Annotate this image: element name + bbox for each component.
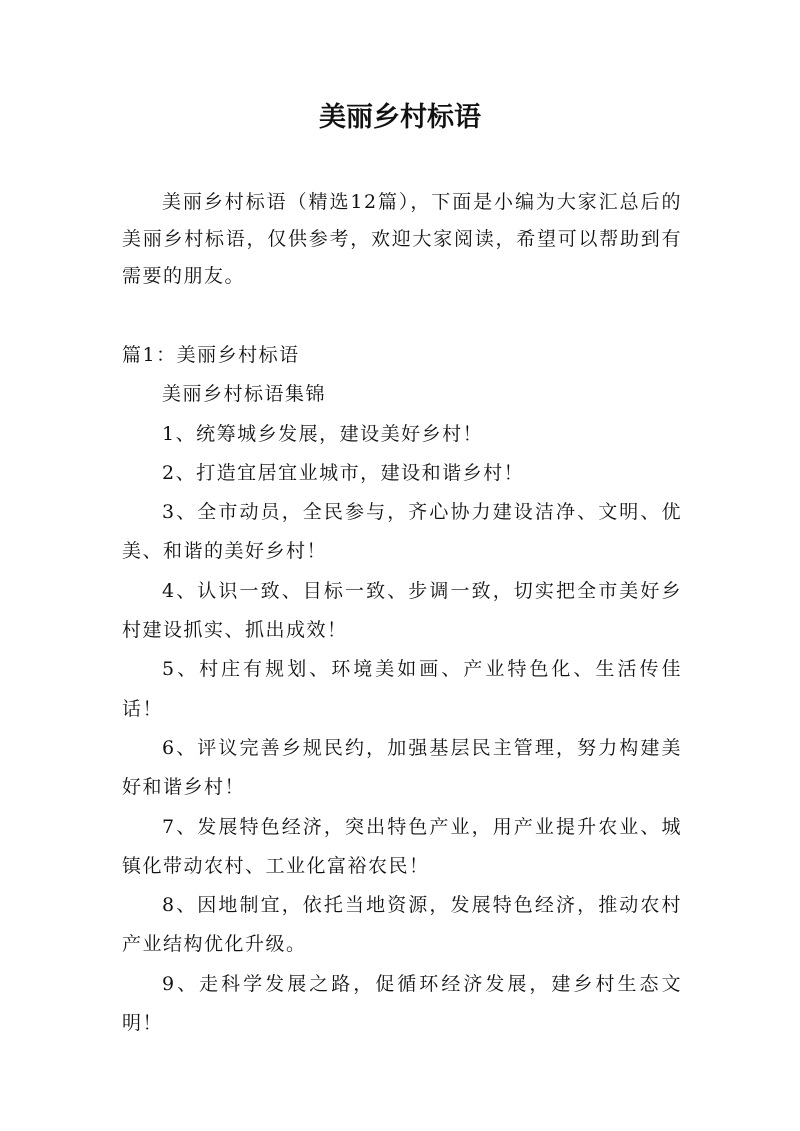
subheading: 美丽乡村标语集锦 xyxy=(162,383,327,406)
intro-paragraph: 美丽乡村标语（精选12篇），下面是小编为大家汇总后的美丽乡村标语，仅供参考，欢迎大家阅读，希望可以帮助到有需要的朋友。 xyxy=(122,191,682,287)
slogan-item-2: 2、打造宜居宜业城市，建设和谐乡村！ xyxy=(162,461,525,484)
slogan-item-4: 4、认识一致、目标一致、步调一致，切实把全市美好乡村建设抓实、抓出成效！ xyxy=(122,579,682,642)
slogan-item-6: 6、评议完善乡规民约，加强基层民主管理，努力构建美好和谐乡村！ xyxy=(122,736,682,799)
slogan-item-5: 5、村庄有规划、环境美如画、产业特色化、生活传佳话！ xyxy=(122,658,682,720)
document-body xyxy=(122,336,682,1043)
slogan-item-7: 7、发展特色经济，突出特色产业，用产业提升农业、城镇化带动农村、工业化富裕农民！ xyxy=(122,815,682,877)
section-heading: 篇1：美丽乡村标语 xyxy=(122,344,300,366)
slogan-item-1: 1、统筹城乡发展，建设美好乡村！ xyxy=(162,422,484,445)
slogan-item-3: 3、全市动员，全民参与，齐心协力建设洁净、文明、优美、和谐的美好乡村！ xyxy=(122,501,682,563)
document-title: 美丽乡村标语 xyxy=(319,102,481,133)
slogan-item-9: 9、走科学发展之路，促循环经济发展，建乡村生态文明！ xyxy=(122,972,682,1035)
slogan-item-8: 8、因地制宜，依托当地资源，发展特色经济，推动农村产业结构优化升级。 xyxy=(122,894,682,956)
